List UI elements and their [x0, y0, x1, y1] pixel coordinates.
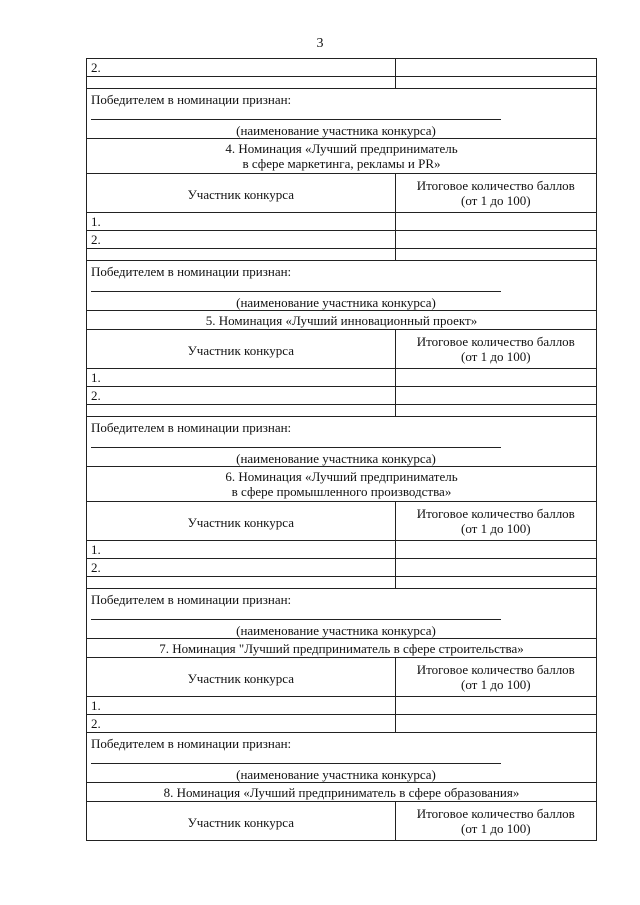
winner-block [87, 89, 597, 139]
score-header-line2: (от 1 до 100) [461, 677, 531, 692]
winner-name-line[interactable] [91, 110, 501, 120]
nomination-title: 7. Номинация "Лучший предприниматель в сфере строительства» [159, 640, 524, 656]
score-header [395, 658, 596, 697]
winner-name-line[interactable] [91, 282, 501, 292]
score-header-line1: Итоговое количество баллов [416, 178, 575, 193]
score-cell[interactable] [395, 387, 596, 405]
score-header-line2: (от 1 до 100) [461, 193, 531, 208]
participant-cell[interactable]: 1. [87, 697, 396, 715]
nomination-title-cont: в сфере маркетинга, рекламы и PR» [242, 156, 441, 171]
participant-header: Участник конкурса [87, 802, 396, 841]
participant-cell[interactable]: 2. [87, 59, 396, 77]
winner-label: Победителем в номинации признан: [91, 736, 292, 751]
score-cell[interactable] [395, 249, 596, 261]
participant-cell[interactable]: 2. [87, 715, 396, 733]
participant-cell[interactable]: 1. [87, 213, 396, 231]
participant-cell[interactable] [87, 405, 396, 417]
participant-header: Участник конкурса [87, 502, 396, 541]
table-row [87, 369, 597, 387]
nomination-title-row [87, 139, 597, 174]
table-row [87, 715, 597, 733]
participant-cell[interactable]: 1. [87, 369, 396, 387]
nomination-title: 4. Номинация «Лучший предприниматель [225, 141, 458, 156]
winner-caption: (наименование участника конкурса) [236, 623, 436, 638]
table-row [87, 541, 597, 559]
score-cell[interactable] [395, 59, 596, 77]
header-row [87, 330, 597, 369]
participant-cell[interactable]: 1. [87, 541, 396, 559]
winner-label: Победителем в номинации признан: [91, 264, 292, 279]
nomination-title-cont: в сфере промышленного производства» [231, 484, 452, 499]
winner-caption: (наименование участника конкурса) [236, 123, 436, 138]
score-header-line1: Итоговое количество баллов [416, 334, 575, 349]
header-row [87, 174, 597, 213]
winner-label: Победителем в номинации признан: [91, 92, 292, 107]
score-cell[interactable] [395, 559, 596, 577]
winner-caption: (наименование участника конкурса) [236, 451, 436, 466]
score-header-line1: Итоговое количество баллов [416, 806, 575, 821]
score-header-line2: (от 1 до 100) [461, 821, 531, 836]
score-cell[interactable] [395, 369, 596, 387]
page-number: 3 [316, 36, 324, 51]
participant-cell[interactable] [87, 77, 396, 89]
score-cell[interactable] [395, 541, 596, 559]
table-row [87, 577, 597, 589]
winner-block [87, 733, 597, 783]
winner-name-line[interactable] [91, 610, 501, 620]
participant-header: Участник конкурса [87, 330, 396, 369]
nomination-title-row [87, 467, 597, 502]
table-row [87, 387, 597, 405]
winner-name-line[interactable] [91, 438, 501, 448]
nomination-title-row [87, 783, 597, 802]
header-row [87, 502, 597, 541]
winner-label: Победителем в номинации признан: [91, 592, 292, 607]
winner-block [87, 589, 597, 639]
winner-label: Победителем в номинации признан: [91, 420, 292, 435]
score-cell[interactable] [395, 231, 596, 249]
nomination-form-table [86, 58, 597, 841]
table-row [87, 405, 597, 417]
nomination-title-row [87, 311, 597, 330]
table-row [87, 59, 597, 77]
score-cell[interactable] [395, 697, 596, 715]
participant-cell[interactable] [87, 577, 396, 589]
score-cell[interactable] [395, 405, 596, 417]
table-row [87, 559, 597, 577]
participant-cell[interactable]: 2. [87, 231, 396, 249]
score-header [395, 802, 596, 841]
participant-header: Участник конкурса [87, 174, 396, 213]
score-cell[interactable] [395, 715, 596, 733]
score-header-line1: Итоговое количество баллов [416, 662, 575, 677]
header-row [87, 802, 597, 841]
nomination-title: 8. Номинация «Лучший предприниматель в сфере образования» [163, 784, 520, 800]
score-header [395, 502, 596, 541]
table-row [87, 231, 597, 249]
score-header [395, 174, 596, 213]
score-cell[interactable] [395, 213, 596, 231]
score-header-line1: Итоговое количество баллов [416, 506, 575, 521]
nomination-title-row [87, 639, 597, 658]
winner-block [87, 261, 597, 311]
score-header-line2: (от 1 до 100) [461, 349, 531, 364]
score-header-line2: (от 1 до 100) [461, 521, 531, 536]
table-row [87, 77, 597, 89]
table-row [87, 697, 597, 715]
table-row [87, 249, 597, 261]
winner-caption: (наименование участника конкурса) [236, 295, 436, 310]
winner-block [87, 417, 597, 467]
score-cell[interactable] [395, 77, 596, 89]
participant-cell[interactable]: 2. [87, 387, 396, 405]
winner-caption: (наименование участника конкурса) [236, 767, 436, 782]
participant-cell[interactable]: 2. [87, 559, 396, 577]
participant-header: Участник конкурса [87, 658, 396, 697]
header-row [87, 658, 597, 697]
winner-name-line[interactable] [91, 754, 501, 764]
nomination-title: 6. Номинация «Лучший предприниматель [225, 469, 458, 484]
nomination-title: 5. Номинация «Лучший инновационный проект» [205, 312, 478, 328]
score-cell[interactable] [395, 577, 596, 589]
table-row [87, 213, 597, 231]
score-header [395, 330, 596, 369]
participant-cell[interactable] [87, 249, 396, 261]
